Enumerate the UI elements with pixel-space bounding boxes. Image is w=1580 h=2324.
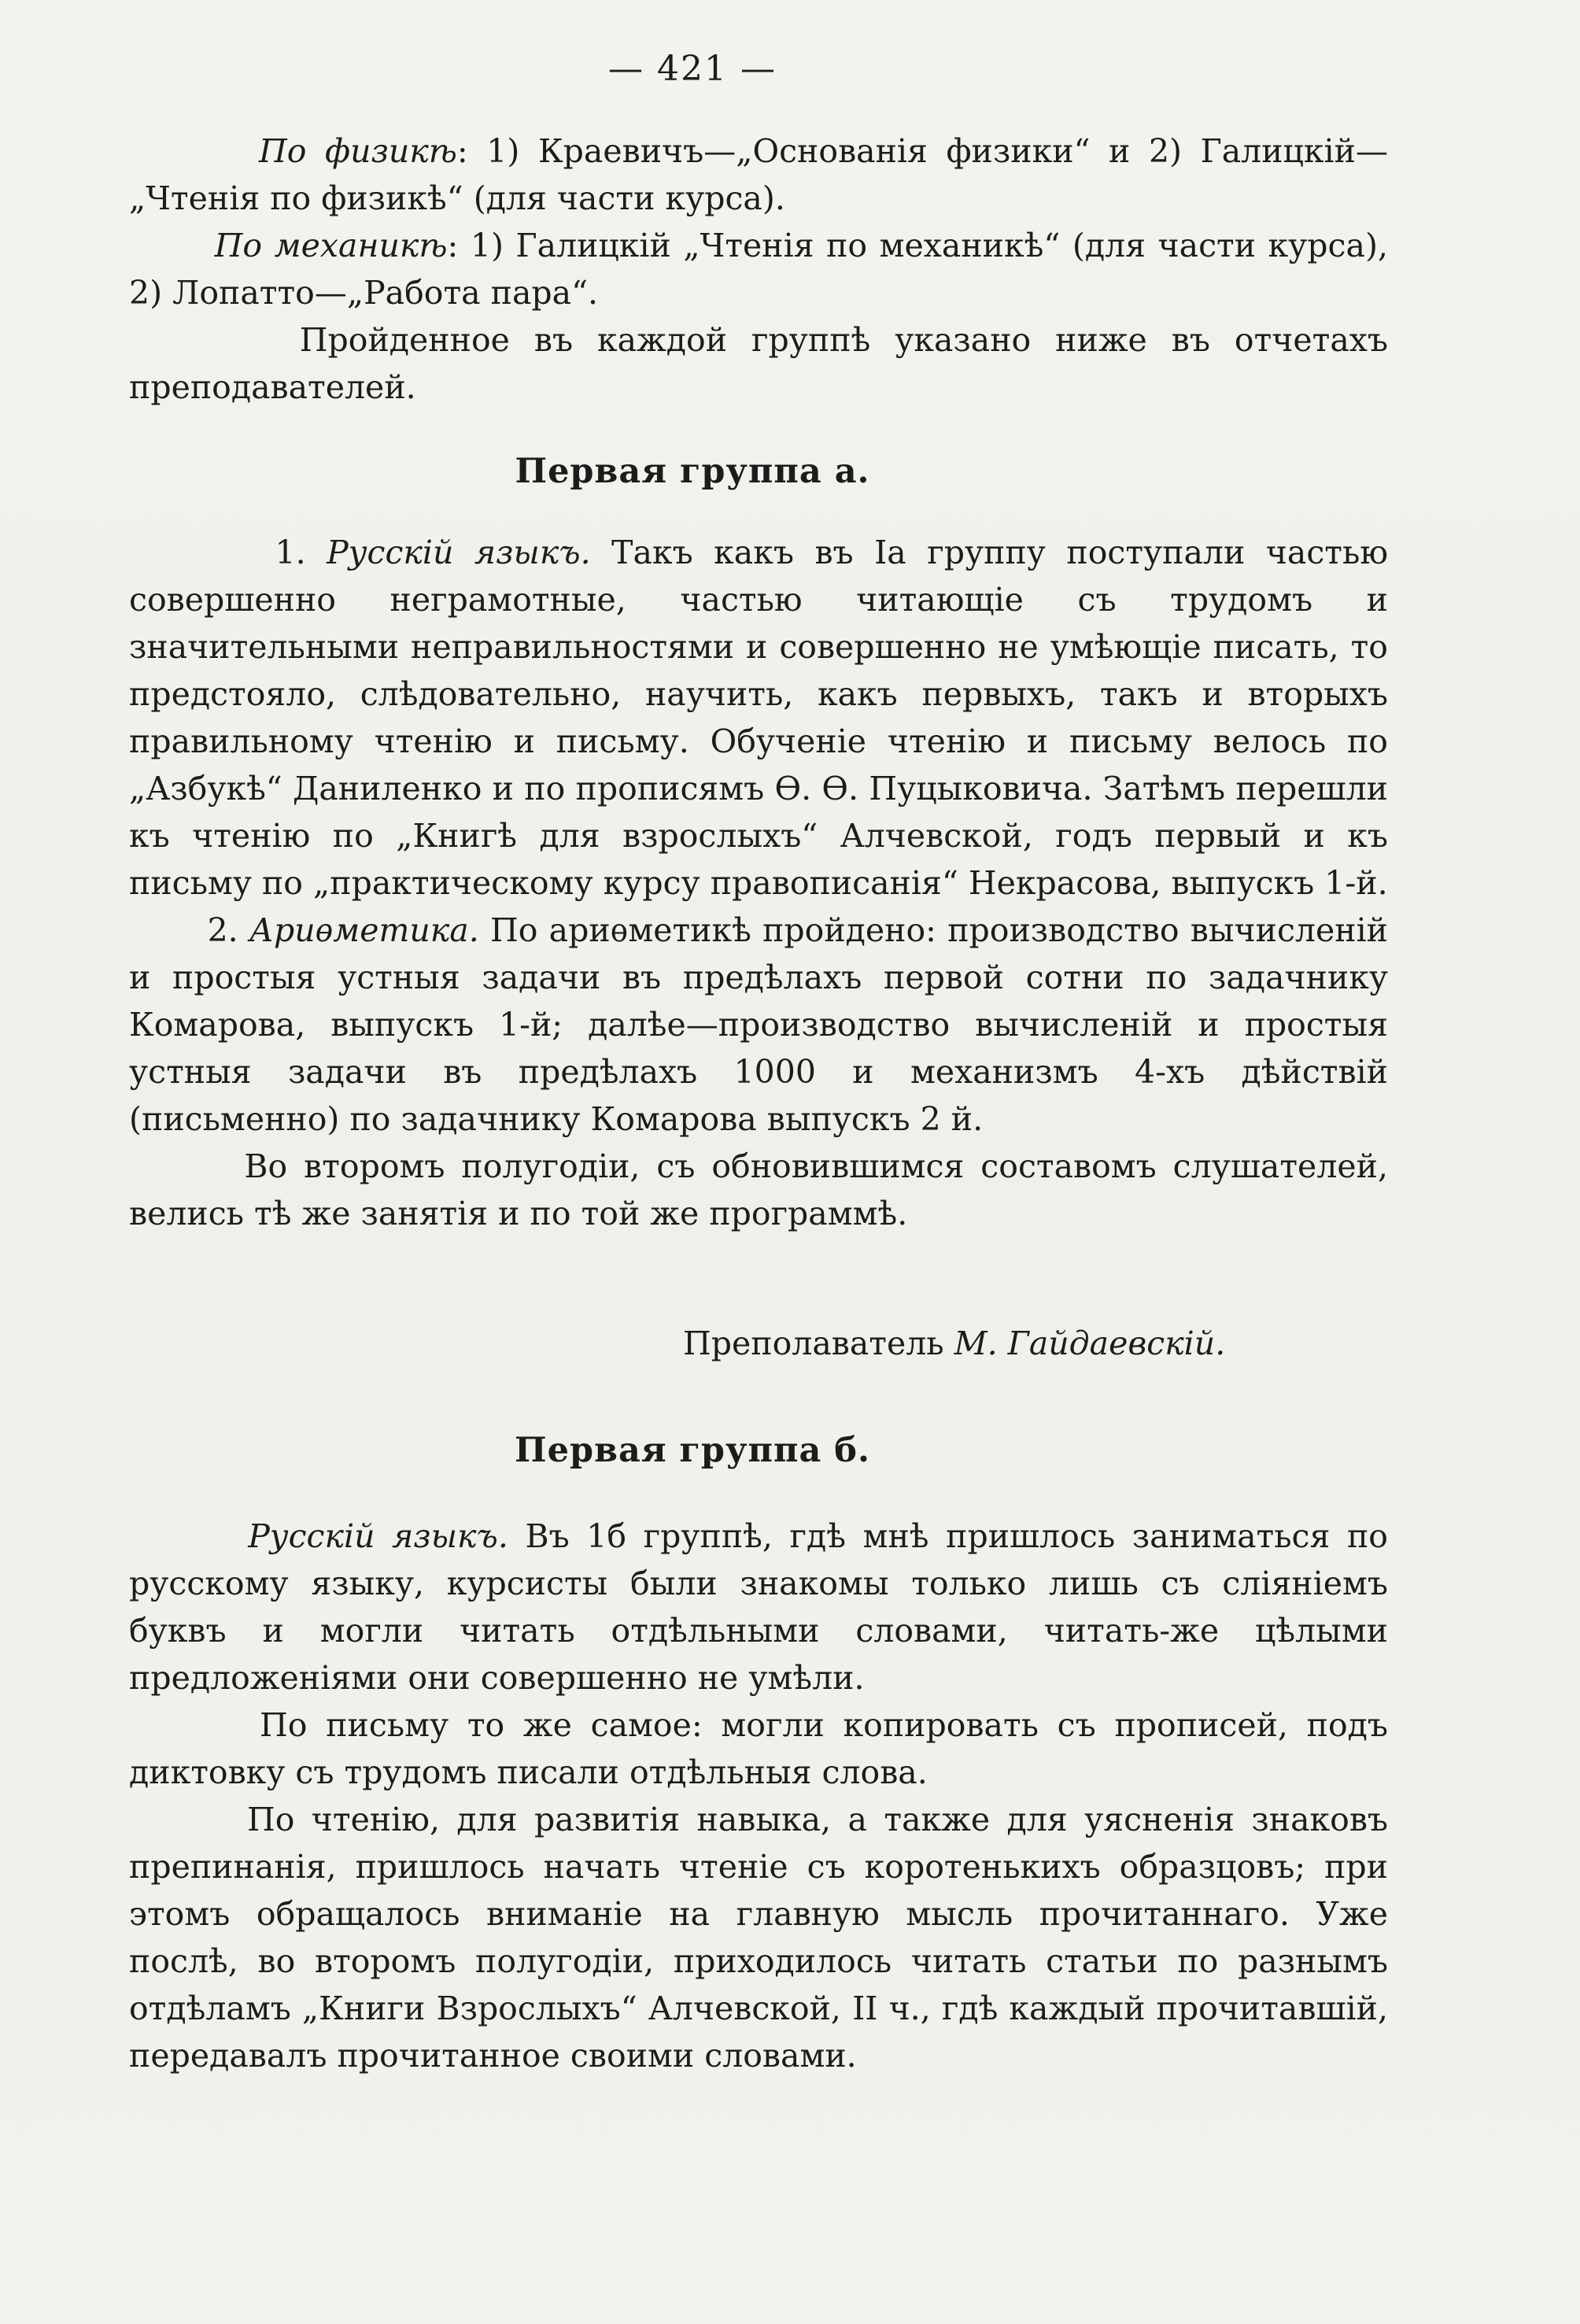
group-a-heading: Первая группа а. xyxy=(515,452,870,491)
group-a-second-half-text: Во второмъ полугодіи, съ обновившимся составомъ слушателей, велись тѣ же занятія и по той же программѣ. xyxy=(129,1147,1388,1232)
group-b-writing-text: По письму то же самое: могли копировать съ прописей, подъ диктовку съ трудомъ писали отдѣльныя слова. xyxy=(129,1706,1388,1791)
signature-prefix: Преполаватель xyxy=(683,1325,954,1362)
group-a-russian-paragraph xyxy=(129,529,1388,907)
covered-paragraph xyxy=(129,316,1388,411)
mechanics-paragraph xyxy=(129,222,1388,316)
group-a-arith-paragraph xyxy=(129,907,1388,1143)
group-a-russian-text: Такъ какъ въ Ia группу поступали частью совершенно неграмотные, частью читающіе съ трудомъ и значительными неправильностями и совершенно не умѣющіе писать, то предстояло, слѣдовательно, научить, какъ первыхъ, такъ и вторыхъ правильному чтенію и письму. Обученіе чтенію и письму велось по „Азбукѣ“ Даниленко и по прописямъ Ѳ. Ѳ. Пуцыковича. Затѣмъ перешли къ чтенію по „Книгѣ для взрослыхъ“ Алчевской, годъ первый и къ письму по „практическому курсу правописанія“ Некрасова, выпускъ 1-й. xyxy=(129,534,1389,902)
physics-label: По физикѣ xyxy=(258,132,457,170)
group-b-writing-paragraph xyxy=(129,1701,1388,1796)
group-a-signature xyxy=(683,1325,1225,1362)
group-b-section xyxy=(129,1513,1388,2079)
group-b-reading-paragraph xyxy=(129,1796,1388,2079)
group-a-second-half-paragraph xyxy=(129,1143,1388,1237)
page-number: — 421 — xyxy=(608,49,777,89)
group-a-section xyxy=(129,529,1388,1237)
group-a-arith-label: Ариѳметика. xyxy=(249,911,479,949)
group-a-russian-label: Русскій языкъ. xyxy=(327,534,591,571)
group-b-heading: Первая группа б. xyxy=(515,1431,870,1470)
group-b-russian-text: Въ 1б группѣ, гдѣ мнѣ пришлось заниматься по русскому языку, курсисты были знакомы только лишь съ сліяніемъ буквъ и могли читать отдѣльными словами, читать-же цѣлыми предложеніями они совершенно не умѣли. xyxy=(129,1517,1388,1697)
physics-paragraph xyxy=(129,127,1388,222)
group-a-russian-num: 1. xyxy=(275,534,327,571)
group-b-russian-label: Русскій языкъ. xyxy=(248,1517,508,1555)
mechanics-label: По механикѣ xyxy=(214,227,448,264)
intro-section xyxy=(129,127,1388,411)
group-b-reading-text: По чтенію, для развитія навыка, а также для уясненія знаковъ препинанія, пришлось начать чтеніе съ коротенькихъ образцовъ; при этомъ обращалось вниманіе на главную мысль прочитаннаго. Уже послѣ, во второмъ полугодіи, приходилось читать статьи по разнымъ отдѣламъ „Книги Взрослыхъ“ Алчевской, II ч., гдѣ каждый прочитавшій, передавалъ прочитанное своими словами. xyxy=(129,1801,1389,2075)
group-a-arith-num: 2. xyxy=(207,911,249,949)
group-a-arith-text: По ариѳметикѣ пройдено: производство вычисленій и простыя устныя задачи въ предѣлахъ первой сотни по задачнику Комарова, выпускъ 1-й; далѣе—производство вычисленій и простыя устныя задачи въ предѣлахъ 1000 и механизмъ 4-хъ дѣйствій (письменно) по задачнику Комарова выпускъ 2 й. xyxy=(129,911,1388,1138)
covered-text: Пройденное въ каждой группѣ указано ниже въ отчетахъ преподавателей. xyxy=(129,321,1388,406)
signature-name: М. Гайдаевскій. xyxy=(954,1325,1226,1362)
physics-text: : 1) Краевичъ—„Основанія физики“ и 2) Галицкій—„Чтенія по физикѣ“ (для части курса). xyxy=(129,132,1388,217)
mechanics-text: : 1) Галицкій „Чтенія по механикѣ“ (для части курса), 2) Лопатто—„Работа пара“. xyxy=(129,227,1388,312)
group-b-russian-paragraph xyxy=(129,1513,1388,1701)
